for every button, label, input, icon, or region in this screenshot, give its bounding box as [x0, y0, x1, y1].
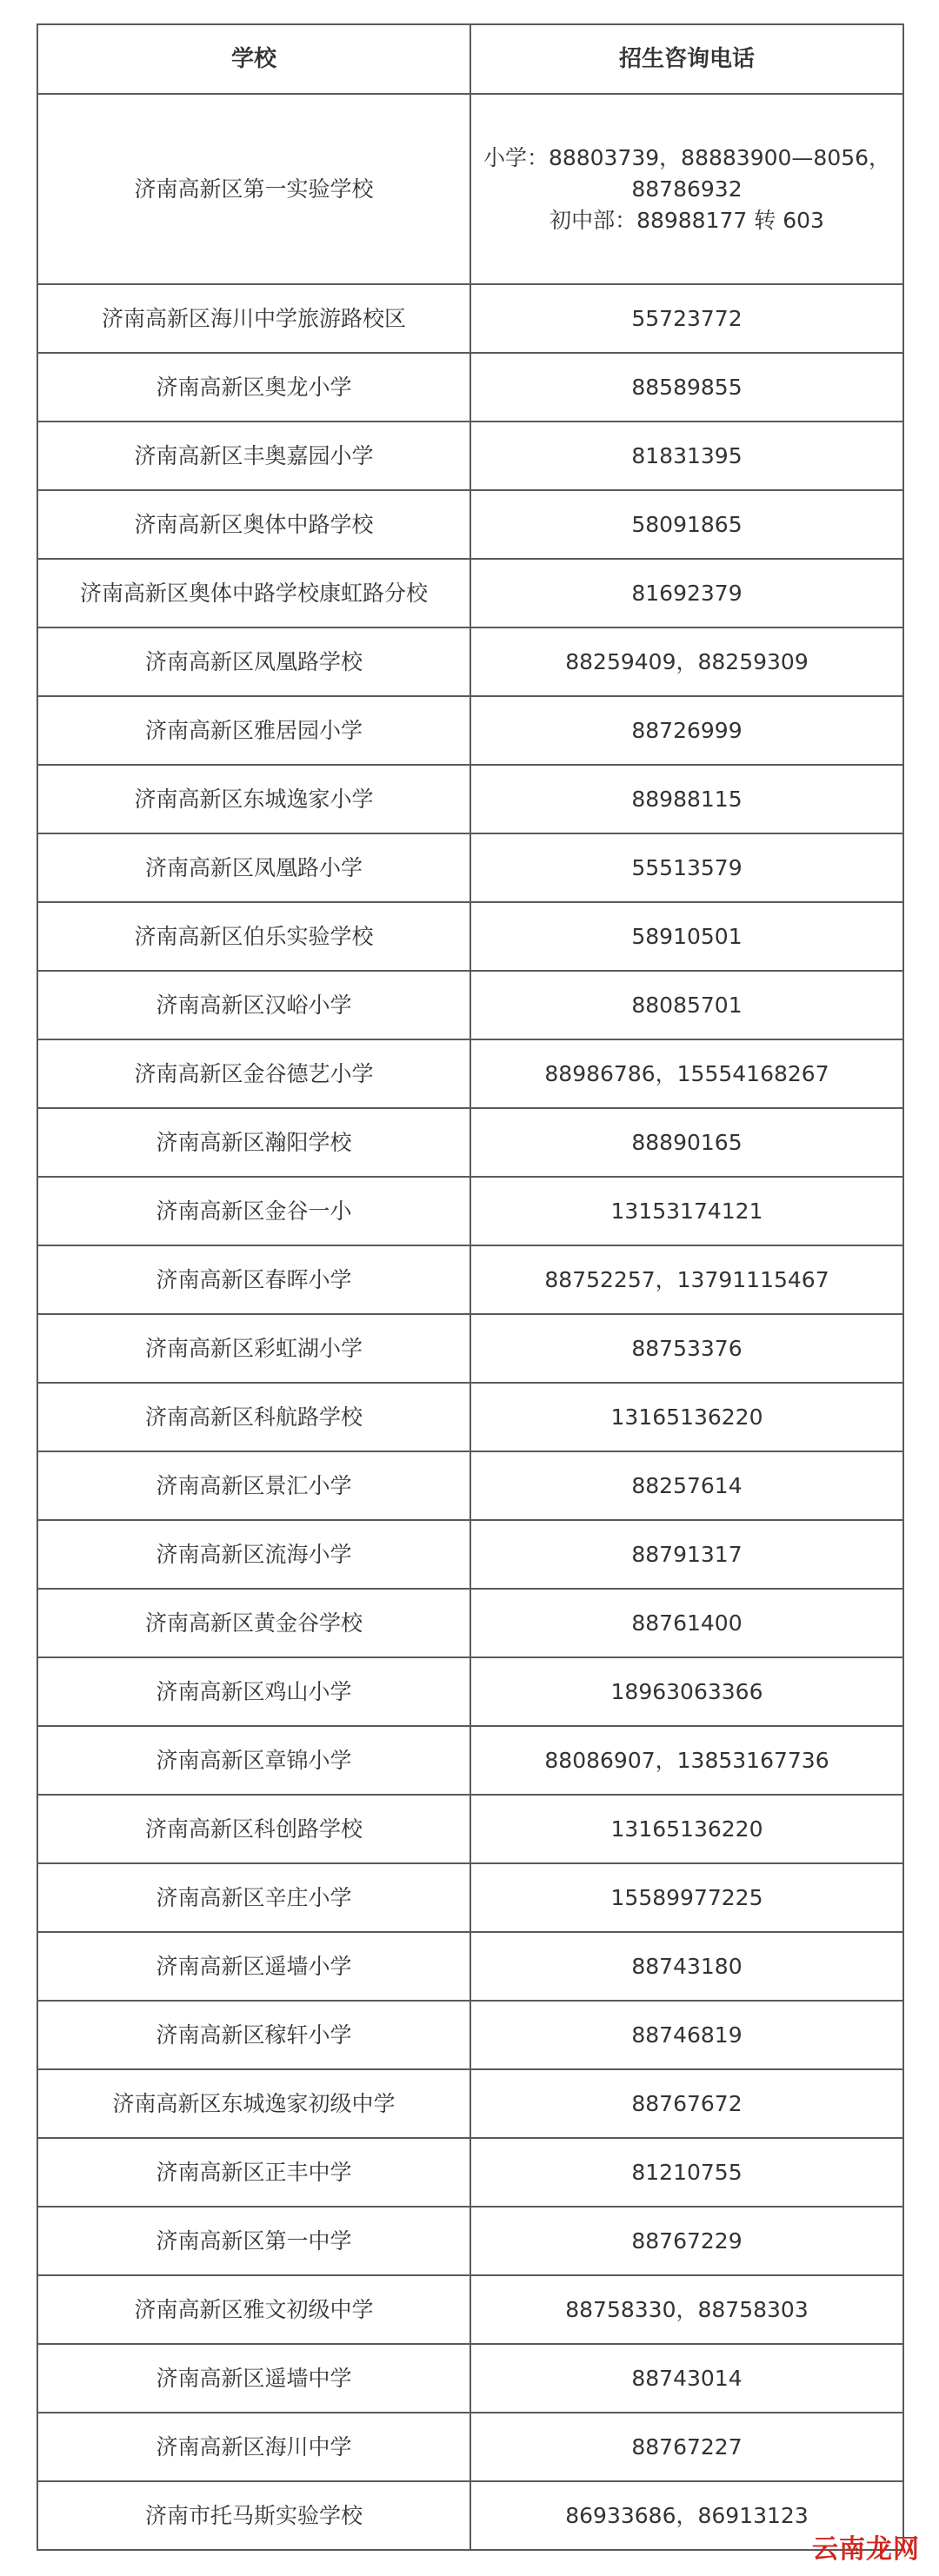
table-row — [37, 2413, 903, 2481]
school-name-cell: 济南高新区金谷一小 — [37, 1177, 470, 1245]
phone-cell: 88085701 — [470, 971, 903, 1039]
phone-cell: 81831395 — [470, 422, 903, 490]
school-name-cell: 济南高新区正丰中学 — [37, 2138, 470, 2207]
phone-line: 小学：88803739，88883900—8056， — [483, 144, 891, 170]
phone-cell: 88758330，88758303 — [470, 2275, 903, 2344]
school-name-cell: 济南高新区黄金谷学校 — [37, 1589, 470, 1657]
phone-cell: 88767229 — [470, 2207, 903, 2275]
phone-cell: 13165136220 — [470, 1383, 903, 1451]
table-row — [37, 2069, 903, 2138]
school-name-cell: 济南高新区奥体中路学校 — [37, 490, 470, 559]
phone-cell: 88767672 — [470, 2069, 903, 2138]
table-row — [37, 1520, 903, 1589]
school-name-cell: 济南高新区辛庄小学 — [37, 1863, 470, 1932]
school-name-cell: 济南高新区伯乐实验学校 — [37, 902, 470, 971]
phone-cell: 86933686，86913123 — [470, 2481, 903, 2550]
table-row — [37, 94, 903, 284]
phone-cell: 88988115 — [470, 765, 903, 833]
phone-line: 88786932 — [631, 176, 743, 202]
table-row — [37, 1863, 903, 1932]
phone-cell: 88589855 — [470, 353, 903, 422]
school-name-cell: 济南市托马斯实验学校 — [37, 2481, 470, 2550]
phone-cell: 58091865 — [470, 490, 903, 559]
phone-cell: 88743014 — [470, 2344, 903, 2413]
school-name-cell: 济南高新区章锦小学 — [37, 1726, 470, 1795]
phone-cell: 88890165 — [470, 1108, 903, 1177]
table-row — [37, 1177, 903, 1245]
phone-cell: 13165136220 — [470, 1795, 903, 1863]
table-row — [37, 353, 903, 422]
school-name-cell: 济南高新区凤凰路小学 — [37, 833, 470, 902]
school-phone-table — [37, 23, 904, 2551]
table-row — [37, 2481, 903, 2550]
phone-cell: 88259409，88259309 — [470, 627, 903, 696]
table-row — [37, 1589, 903, 1657]
phone-cell: 88086907，13853167736 — [470, 1726, 903, 1795]
school-name-cell: 济南高新区奥体中路学校康虹路分校 — [37, 559, 470, 627]
school-name-cell: 济南高新区彩虹湖小学 — [37, 1314, 470, 1383]
phone-cell: 55723772 — [470, 284, 903, 353]
school-name-cell: 济南高新区第一中学 — [37, 2207, 470, 2275]
table-row — [37, 490, 903, 559]
phone-cell: 55513579 — [470, 833, 903, 902]
school-name-cell: 济南高新区瀚阳学校 — [37, 1108, 470, 1177]
phone-cell: 88761400 — [470, 1589, 903, 1657]
table-body — [37, 94, 903, 2550]
school-name-cell: 济南高新区遥墙小学 — [37, 1932, 470, 2001]
phone-cell: 88767227 — [470, 2413, 903, 2481]
table-row — [37, 1108, 903, 1177]
phone-cell: 58910501 — [470, 902, 903, 971]
phone-cell: 88743180 — [470, 1932, 903, 2001]
table-row — [37, 284, 903, 353]
table-row — [37, 1726, 903, 1795]
phone-cell — [470, 94, 903, 284]
phone-cell: 88791317 — [470, 1520, 903, 1589]
school-name-cell: 济南高新区遥墙中学 — [37, 2344, 470, 2413]
school-name-cell: 济南高新区稼轩小学 — [37, 2001, 470, 2069]
table-row — [37, 2275, 903, 2344]
table-row — [37, 2207, 903, 2275]
school-name-cell: 济南高新区海川中学 — [37, 2413, 470, 2481]
school-name-cell: 济南高新区鸡山小学 — [37, 1657, 470, 1726]
phone-cell: 88746819 — [470, 2001, 903, 2069]
watermark-logo: 云南龙网 — [812, 2534, 920, 2565]
table-row — [37, 422, 903, 490]
school-name-cell: 济南高新区雅文初级中学 — [37, 2275, 470, 2344]
school-name-cell: 济南高新区海川中学旅游路校区 — [37, 284, 470, 353]
phone-cell: 88986786，15554168267 — [470, 1039, 903, 1108]
table-row — [37, 1451, 903, 1520]
school-name-cell: 济南高新区汉峪小学 — [37, 971, 470, 1039]
school-name-cell: 济南高新区雅居园小学 — [37, 696, 470, 765]
school-name-cell: 济南高新区金谷德艺小学 — [37, 1039, 470, 1108]
school-name-cell: 济南高新区第一实验学校 — [37, 94, 470, 284]
phone-cell: 88752257，13791115467 — [470, 1245, 903, 1314]
table-row — [37, 1039, 903, 1108]
phone-cell: 81210755 — [470, 2138, 903, 2207]
school-name-cell: 济南高新区景汇小学 — [37, 1451, 470, 1520]
table-row — [37, 1795, 903, 1863]
table-row — [37, 559, 903, 627]
table-row — [37, 2001, 903, 2069]
school-name-cell: 济南高新区春晖小学 — [37, 1245, 470, 1314]
table-header-row — [37, 24, 903, 94]
table-row — [37, 1383, 903, 1451]
school-name-cell: 济南高新区东城逸家初级中学 — [37, 2069, 470, 2138]
phone-line: 初中部：88988177 转 603 — [549, 207, 824, 233]
table-row — [37, 1932, 903, 2001]
school-name-cell: 济南高新区流海小学 — [37, 1520, 470, 1589]
phone-cell: 81692379 — [470, 559, 903, 627]
school-name-cell: 济南高新区科创路学校 — [37, 1795, 470, 1863]
table-row — [37, 833, 903, 902]
header-phone: 招生咨询电话 — [470, 24, 903, 94]
table-row — [37, 1657, 903, 1726]
table-row — [37, 765, 903, 833]
phone-cell: 88257614 — [470, 1451, 903, 1520]
phone-cell: 88753376 — [470, 1314, 903, 1383]
table-row — [37, 1245, 903, 1314]
table-row — [37, 902, 903, 971]
table-row — [37, 696, 903, 765]
phone-cell: 18963063366 — [470, 1657, 903, 1726]
school-name-cell: 济南高新区东城逸家小学 — [37, 765, 470, 833]
school-name-cell: 济南高新区丰奥嘉园小学 — [37, 422, 470, 490]
table-row — [37, 2344, 903, 2413]
school-name-cell: 济南高新区凤凰路学校 — [37, 627, 470, 696]
phone-cell: 15589977225 — [470, 1863, 903, 1932]
header-school: 学校 — [37, 24, 470, 94]
school-name-cell: 济南高新区奥龙小学 — [37, 353, 470, 422]
school-name-cell: 济南高新区科航路学校 — [37, 1383, 470, 1451]
phone-cell: 13153174121 — [470, 1177, 903, 1245]
phone-cell: 88726999 — [470, 696, 903, 765]
table-row — [37, 2138, 903, 2207]
table-row — [37, 627, 903, 696]
table-row — [37, 971, 903, 1039]
table-row — [37, 1314, 903, 1383]
